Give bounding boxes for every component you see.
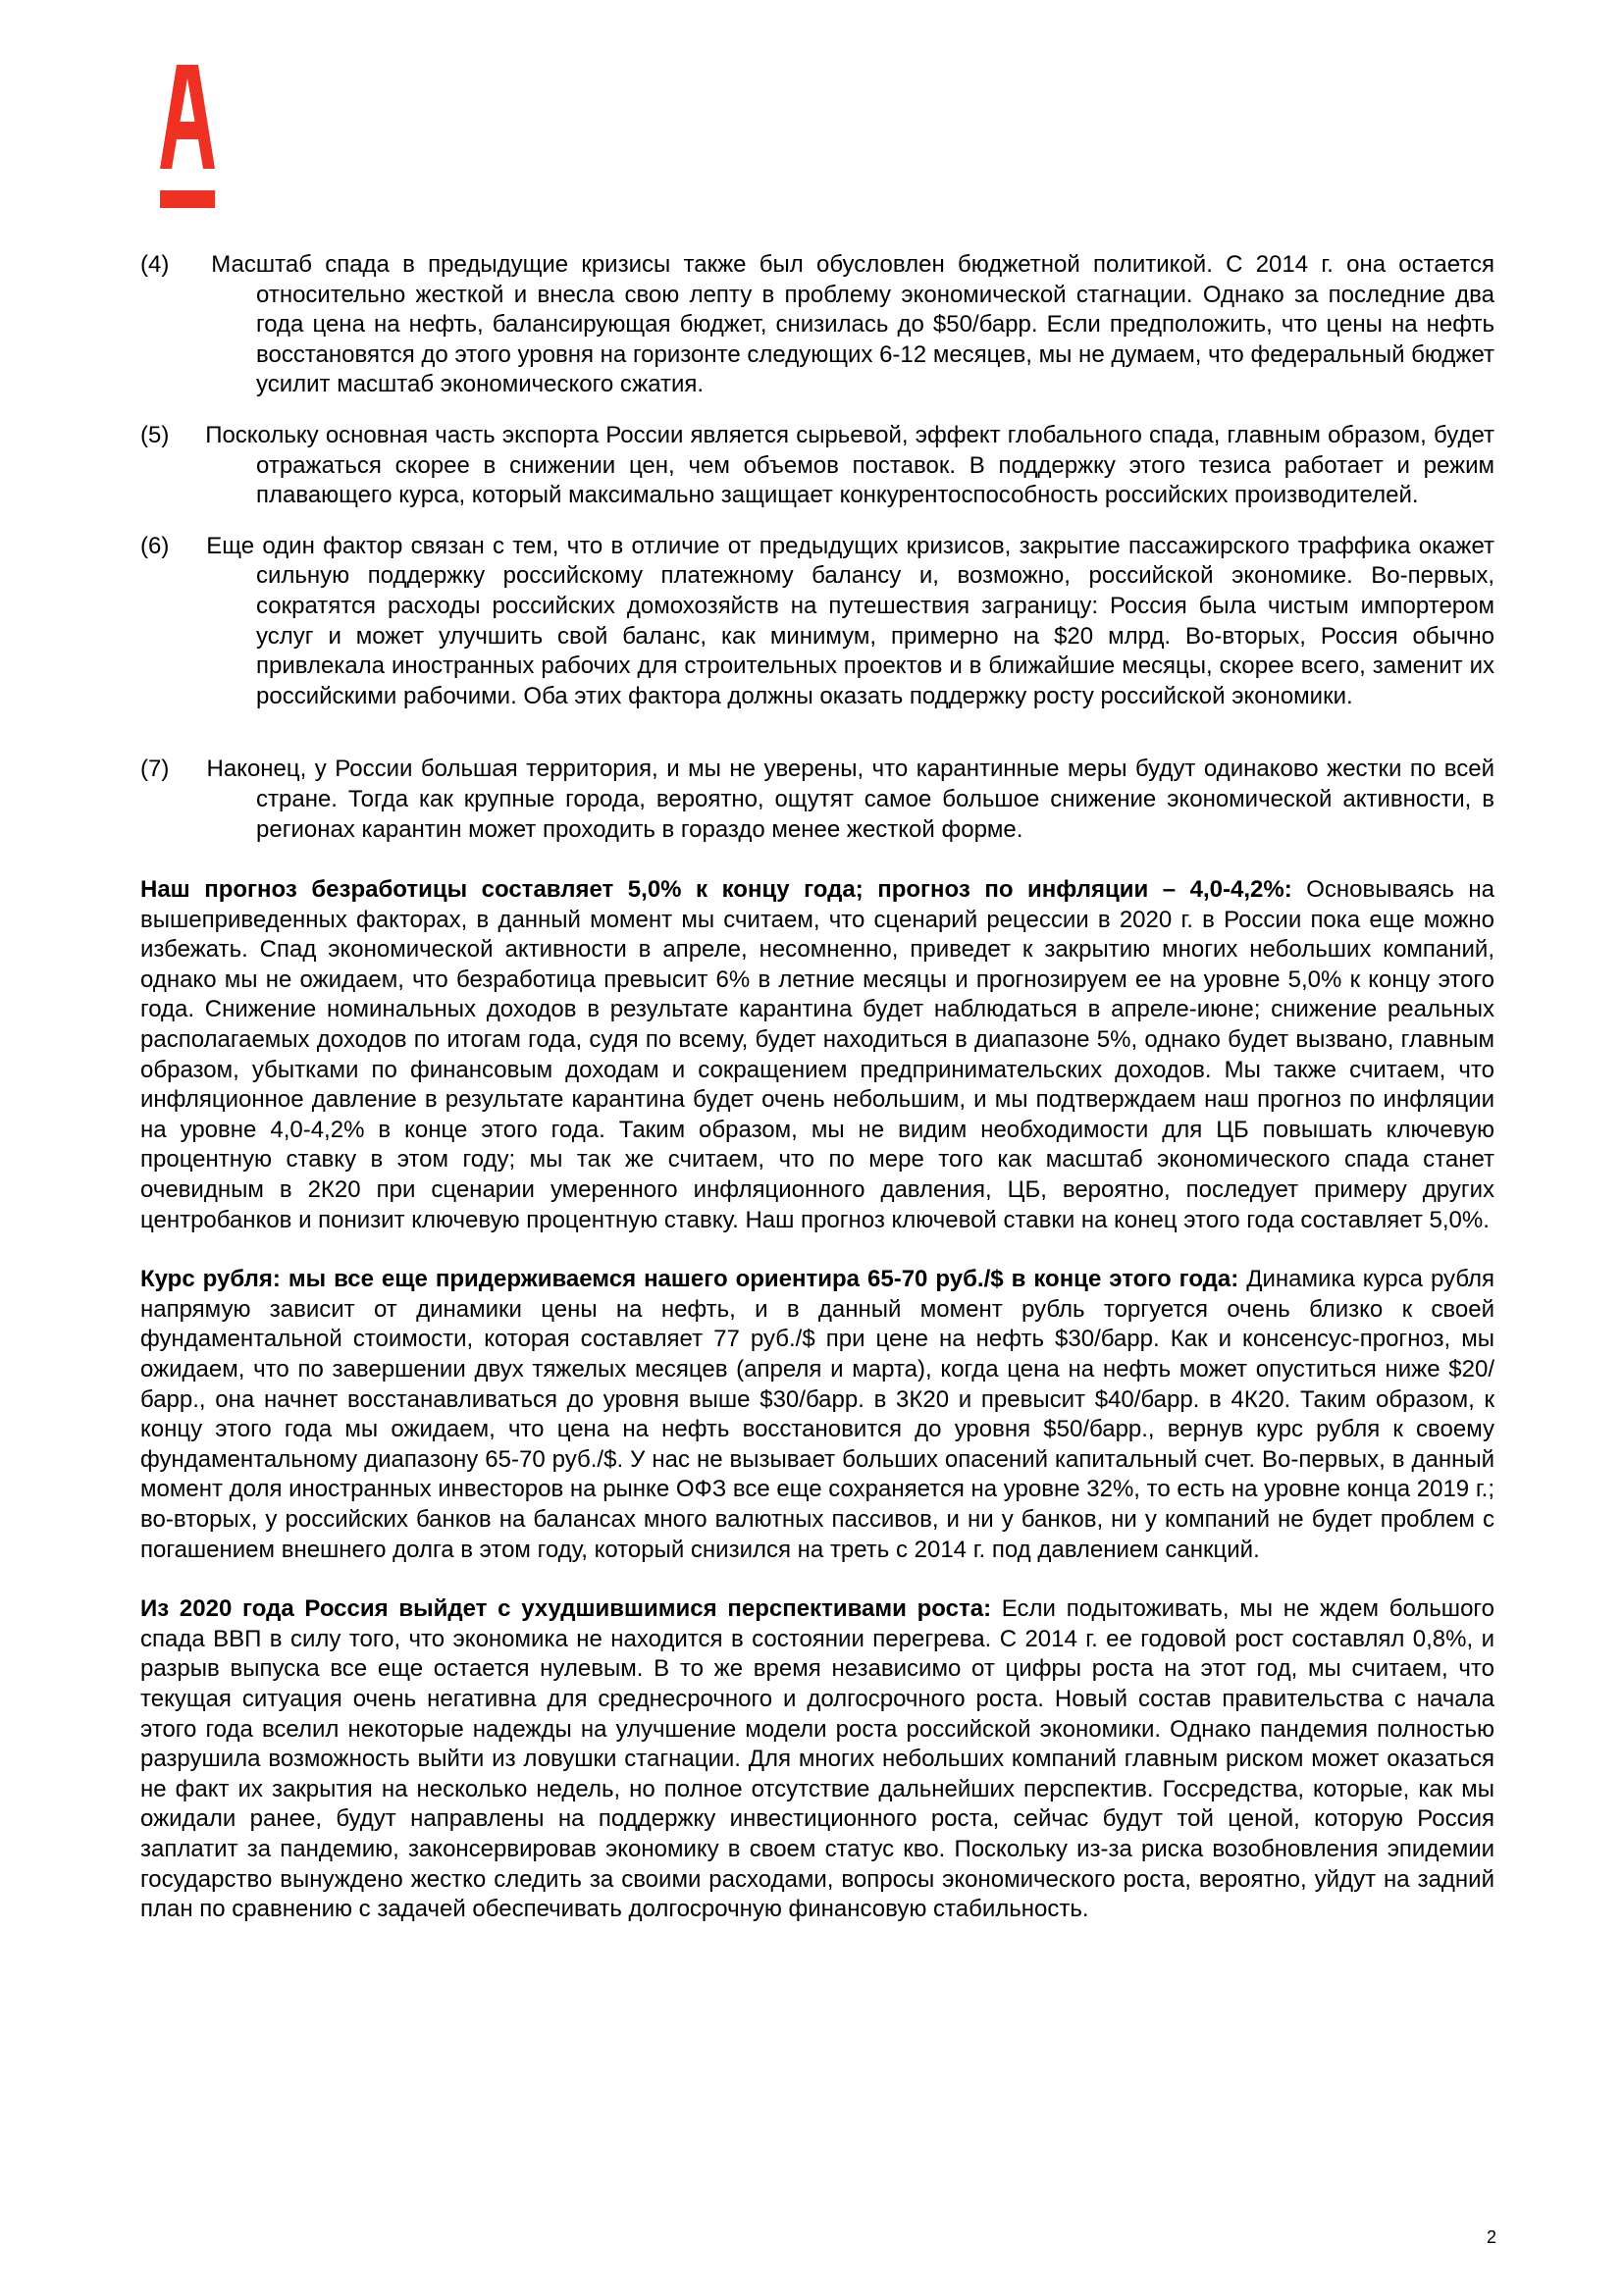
paragraph-unemployment-inflation (140, 875, 1494, 1235)
paragraph-text: Если подытоживать, мы не ждем большого спада ВВП в силу того, что экономика не находится в состоянии перегрева. С 2014 г. ее годовой рост составлял 0,8%, и разрыв выпуска все еще остается нулевым. В то же время независимо от цифры роста на этот год, мы считаем, что текущая ситуация очень негативна для среднесрочного и долгосрочного роста. Новый состав правительства с начала этого года вселил некоторые надежды на улучшение модели роста российской экономики. Однако пандемия полностью разрушила возможность выйти из ловушки стагнации. Для многих небольших компаний главным риском может оказаться не факт их закрытия на несколько недель, но полное отсутствие дальнейших перспектив. Госсредства, которые, как мы ожидали ранее, будут направлены на поддержку инвестиционного роста, сейчас будут той ценой, которую Россия заплатит за пандемию, законсервировав экономику в своем статус кво. Поскольку из-за риска возобновления эпидемии государство вынуждено жестко следить за своими расходами, вопросы экономического роста, вероятно, уйдут на задний план по сравнению с задачей обеспечивать долгосрочную финансовую стабильность. (140, 1595, 1494, 1923)
page-number: 2 (1486, 2227, 1496, 2247)
list-item: (6) Еще один фактор связан с тем, что в отличие от предыдущих кризисов, закрытие пассажирского траффика окажет сильную поддержку российскому платежному балансу и, возможно, российской экономике. Во-первых, сократятся расходы российских домохозяйств на путешествия заграницу: Россия была чистым импортером услуг и может улучшить свой баланс, как минимум, примерно на $20 млрд. Во-вторых, Россия обычно привлекала иностранных рабочих для строительных проектов и в ближайшие месяцы, скорее всего, заменит их российскими рабочими. Оба этих фактора должны оказать поддержку росту российской экономики. (140, 532, 1495, 709)
list-item: (7) Наконец, у России большая территория, и мы не уверены, что карантинные меры будут одинаково жестки по всей стране. Тогда как крупные города, вероятно, ощутят самое большое снижение экономической активности, в регионах карантин может проходить в гораздо менее жесткой форме. (140, 756, 1494, 843)
paragraph-growth-prospects (140, 1594, 1494, 1925)
paragraph-text: Динамика курса рубля напрямую зависит от динамики цены на нефть, и в данный момент рубль торгуется очень близко к своей фундаментальной стоимости, которая составляет 77 руб./$ при цене на нефть $30/барр. Как и консенсус-прогноз, мы ожидаем, что по завершении двух тяжелых месяцев (апреля и марта), когда цена на нефть может опуститься ниже $20/барр., она начнет восстанавливаться до уровня выше $30/барр. в 3К20 и превысит $40/барр. в 4К20. Таким образом, к концу этого года мы ожидаем, что цена на нефть восстановится до уровня $50/барр., вернув курс рубля к своему фундаментальному диапазону 65-70 руб./$. У нас не вызывает больших опасений капитальный счет. Во-первых, в данный момент доля иностранных инвесторов на рынке ОФЗ все еще сохраняется на уровне 32%, то есть на уровне конца 2019 г.; во-вторых, у российских банков на балансах много валютных пассивов, и ни у банков, ни у компаний не будет проблем с погашением внешнего долга в этом году, который снизился на треть с 2014 г. под давлением санкций. (140, 1266, 1494, 1563)
paragraph-lead: Из 2020 года Россия выйдет с ухудшившимися перспективами роста: (140, 1595, 992, 1623)
list-item: (4) Масштаб спада в предыдущие кризисы также был обусловлен бюджетной политикой. С 2014 г. она остается относительно жесткой и внесла свою лепту в проблему экономической стагнации. Однако за последние два года цена на нефть, балансирующая бюджет, снизилась до $50/барр. Если предположить, что цены на нефть восстановятся до этого уровня на горизонте следующих 6-12 месяцев, мы не думаем, что федеральный бюджет усилит масштаб экономического сжатия. (140, 251, 1494, 398)
paragraph-lead: Курс рубля: мы все еще придерживаемся нашего ориентира 65-70 руб./$ в конце этого года: (140, 1266, 1239, 1293)
list-item-text: Поскольку основная часть экспорта России является сырьевой, эффект глобального спада, главным образом, будет отражаться скорее в снижении цен, чем объемов поставок. В поддержку этого тезиса работает и режим плавающего курса, который максимально защищает конкурентоспособность российских производителей. (205, 421, 1494, 509)
list-item-text: Наконец, у России большая территория, и мы не уверены, что карантинные меры будут одинаково жестки по всей стране. Тогда как крупные города, вероятно, ощутят самое большое снижение экономической активности, в регионах карантин может проходить в гораздо менее жесткой форме. (206, 756, 1494, 843)
list-item-text: Масштаб спада в предыдущие кризисы также был обусловлен бюджетной политикой. С 2014 г. она остается относительно жесткой и внесла свою лепту в проблему экономической стагнации. Однако за последние два года цена на нефть, балансирующая бюджет, снизилась до $50/барр. Если предположить, что цены на нефть восстановятся до этого уровня на горизонте следующих 6-12 месяцев, мы не думаем, что федеральный бюджет усилит масштаб экономического сжатия. (211, 251, 1494, 398)
document-body (140, 250, 1494, 1955)
paragraph-ruble-rate (140, 1265, 1494, 1565)
list-item: (5) Поскольку основная часть экспорта России является сырьевой, эффект глобального спада, главным образом, будет отражаться скорее в снижении цен, чем объемов поставок. В поддержку этого тезиса работает и режим плавающего курса, который максимально защищает конкурентоспособность российских производителей. (140, 421, 1494, 509)
list-item-text: Еще один фактор связан с тем, что в отличие от предыдущих кризисов, закрытие пассажирского траффика окажет сильную поддержку российскому платежному балансу и, возможно, российской экономике. Во-первых, сократятся расходы российских домохозяйств на путешествия заграницу: Россия была чистым импортером услуг и может улучшить свой баланс, как минимум, примерно на $20 млрд. Во-вторых, Россия обычно привлекала иностранных рабочих для строительных проектов и в ближайшие месяцы, скорее всего, заменит их российскими рабочими. Оба этих фактора должны оказать поддержку росту российской экономики. (206, 532, 1495, 709)
paragraph-lead: Наш прогноз безработицы составляет 5,0% к концу года; прогноз по инфляции – 4,0-4,2%: (140, 876, 1292, 904)
paragraph-text: Основываясь на вышеприведенных факторах, в данный момент мы считаем, что сценарий рецессии в 2020 г. в России пока еще можно избежать. Спад экономической активности в апреле, несомненно, приведет к закрытию многих небольших компаний, однако мы не ожидаем, что безработица превысит 6% в летние месяцы и прогнозируем ее на уровне 5,0% к концу этого года. Снижение номинальных доходов в результате карантина будет наблюдаться в апреле-июне; снижение реальных располагаемых доходов по итогам года, судя по всему, будет находиться в диапазоне 5%, однако будет вызвано, главным образом, убытками по финансовым доходам и сокращением предпринимательских доходов. Мы также считаем, что инфляционное давление в результате карантина будет очень небольшим, и мы подтверждаем наш прогноз по инфляции на уровне 4,0-4,2% в конце этого года. Таким образом, мы не видим необходимости для ЦБ повышать ключевую процентную ставку в этом году; мы так же считаем, что по мере того как масштаб экономического спада станет очевидным в 2К20 при сценарии умеренного инфляционного давления, ЦБ, вероятно, последует примеру других центробанков и понизит ключевую процентную ставку. Наш прогноз ключевой ставки на конец этого года составляет 5,0%. (140, 876, 1494, 1233)
alfa-bank-logo-icon (160, 65, 215, 208)
